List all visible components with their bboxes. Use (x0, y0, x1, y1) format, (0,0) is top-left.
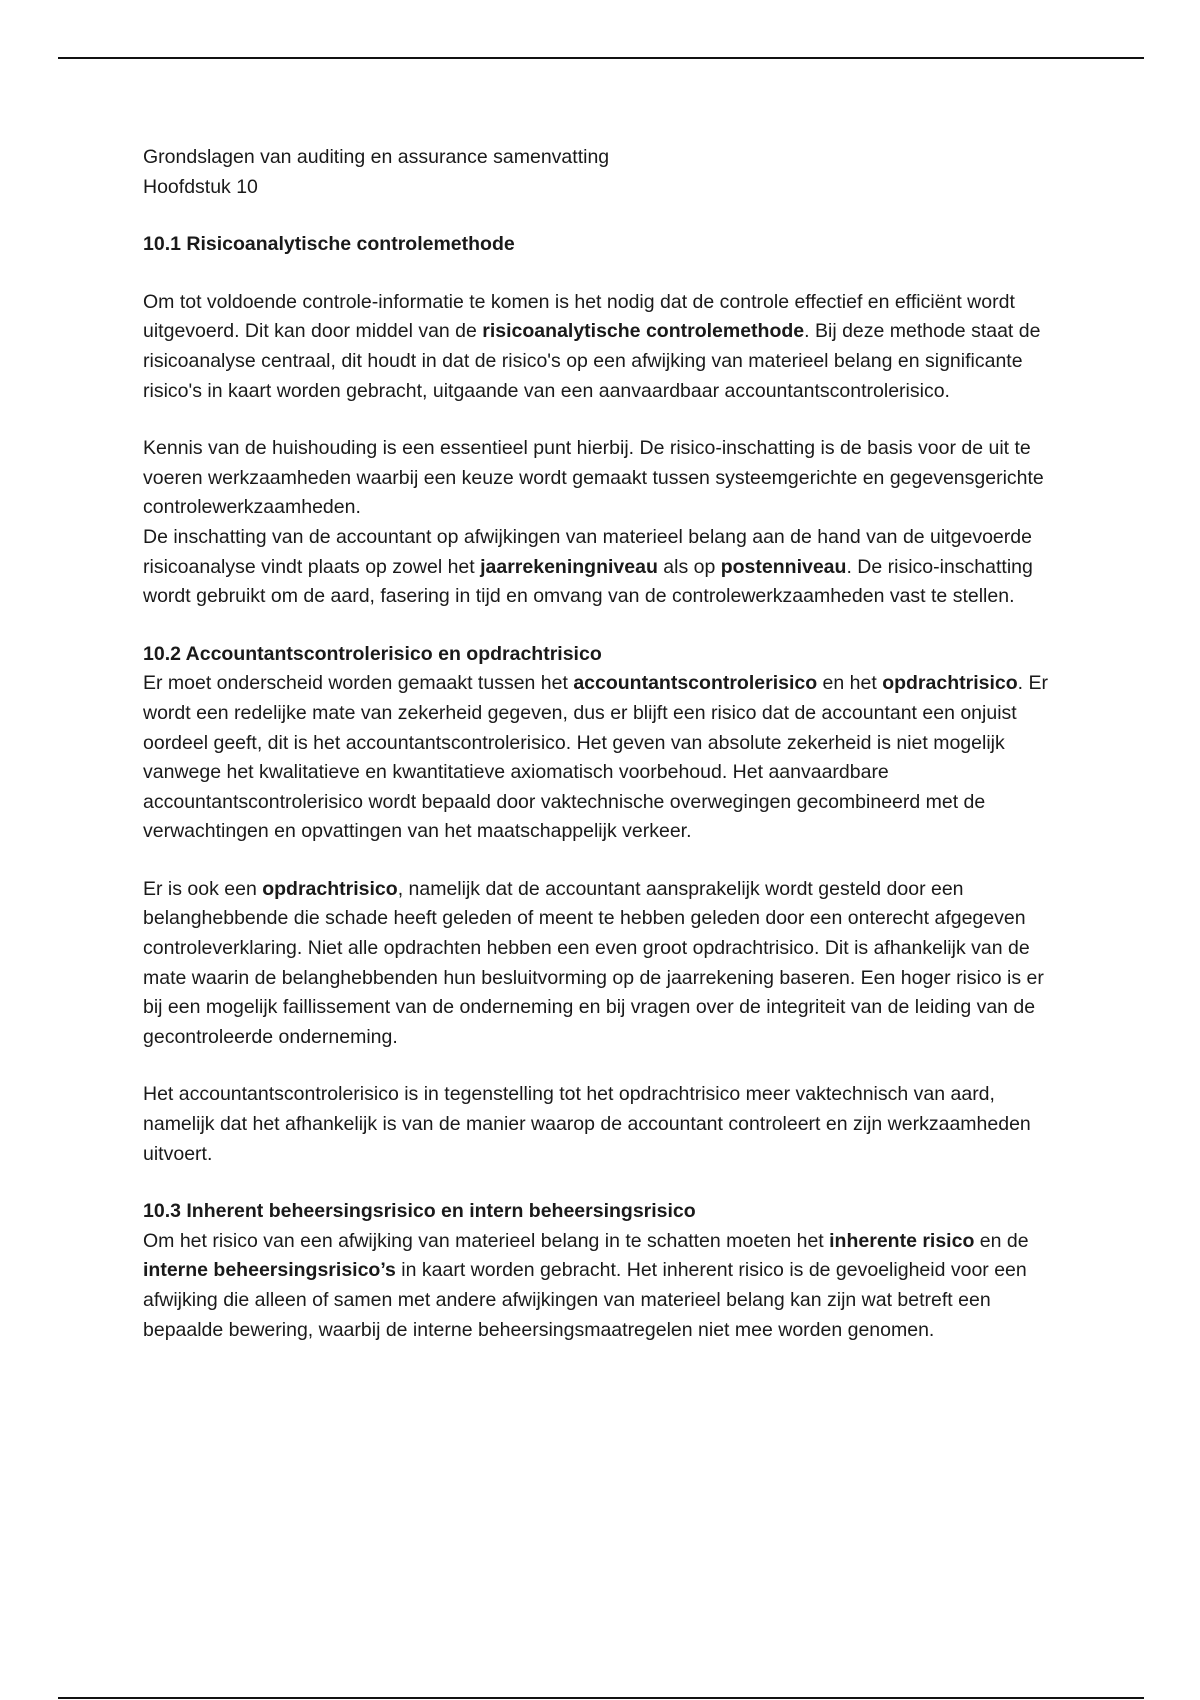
section-heading-10-3: 10.3 Inherent beheersingsrisico en intern beheersingsrisico (143, 1200, 696, 1223)
paragraph: Er is ook een opdrachtrisico, namelijk dat de accountant aansprakelijk wordt gesteld door een belanghebbende die schade heeft geleden of meent te hebben geleden door een onterecht afgegeven controleverklaring. Niet alle opdrachten hebben een even groot opdrachtrisico. Dit is afhankelijk van de mate waarin de belanghebbenden hun besluitvorming op de jaarrekening baseren. Een hoger risico is er bij een mogelijk faillissement van de onderneming en bij vragen over de integriteit van de leiding van de gecontroleerde onderneming. (143, 877, 1044, 1048)
section-heading-10-2: 10.2 Accountantscontrolerisico en opdrachtrisico (143, 642, 602, 665)
paragraph: Het accountantscontrolerisico is in tegenstelling tot het opdrachtrisico meer vaktechnisch van aard, namelijk dat het afhankelijk is van de manier waarop de accountant controleert en zijn werkzaamheden uitvoert. (143, 1083, 1031, 1165)
document-body (143, 143, 1063, 1345)
bold-term: accountantscontrolerisico (573, 672, 818, 695)
header-rule (58, 57, 1144, 59)
document-title: Grondslagen van auditing en assurance samenvatting (143, 146, 610, 168)
bold-term: opdrachtrisico (262, 877, 398, 900)
section-heading-10-1: 10.1 Risicoanalytische controlemethode (143, 233, 515, 256)
paragraph: Er moet onderscheid worden gemaakt tussen het accountantscontrolerisico en het opdrachtrisico. Er wordt een redelijke mate van zekerheid gegeven, dus er blijft een risico dat de accountant een onjuist oordeel geeft, dit is het accountantscontrolerisico. Het geven van absolute zekerheid is niet mogelijk vanwege het kwalitatieve en kwantitatieve axiomatisch voorbehoud. Het aanvaardbare accountantscontrolerisico wordt bepaald door vaktechnische overwegingen gecombineerd met de verwachtingen en opvattingen van het maatschappelijk verkeer. (143, 672, 1048, 843)
bold-term: inherente risico (829, 1229, 975, 1252)
bold-term: interne beheersingsrisico’s (143, 1259, 396, 1282)
paragraph: Kennis van de huishouding is een essentieel punt hierbij. De risico-inschatting is de basis voor de uit te voeren werkzaamheden waarbij een keuze wordt gemaakt tussen systeemgerichte en gegevensgerichte controlewerkzaamheden. (143, 437, 1044, 519)
bold-term: jaarrekeningniveau (480, 555, 658, 578)
paragraph: Om tot voldoende controle-informatie te komen is het nodig dat de controle effectief en efficiënt wordt uitgevoerd. Dit kan door middel van de risicoanalytische controlemethode. Bij deze methode staat de risicoanalyse centraal, dit houdt in dat de risico's op een afwijking van materieel belang en significante risico's in kaart worden gebracht, uitgaande van een aanvaardbaar accountantscontrolerisico. (143, 290, 1041, 402)
footer-rule (58, 1697, 1144, 1699)
bold-term: postenniveau (720, 555, 847, 578)
paragraph: Om het risico van een afwijking van materieel belang in te schatten moeten het inherente risico en de interne beheersingsrisico’s in kaart worden gebracht. Het inherent risico is de gevoeligheid voor een afwijking die alleen of samen met andere afwijkingen van materieel belang kan zijn wat betreft een bepaalde bewering, waarbij de interne beheersingsmaatregelen niet mee worden genomen. (143, 1229, 1029, 1341)
paragraph: De inschatting van de accountant op afwijkingen van materieel belang aan de hand van de uitgevoerde risicoanalyse vindt plaats op zowel het jaarrekeningniveau als op postenniveau. De risico-inschatting wordt gebruikt om de aard, fasering in tijd en omvang van de controlewerkzaamheden vast te stellen. (143, 525, 1033, 608)
chapter-label: Hoofdstuk 10 (143, 175, 258, 198)
bold-term: opdrachtrisico (882, 672, 1018, 695)
bold-term: risicoanalytische controlemethode (482, 320, 805, 343)
